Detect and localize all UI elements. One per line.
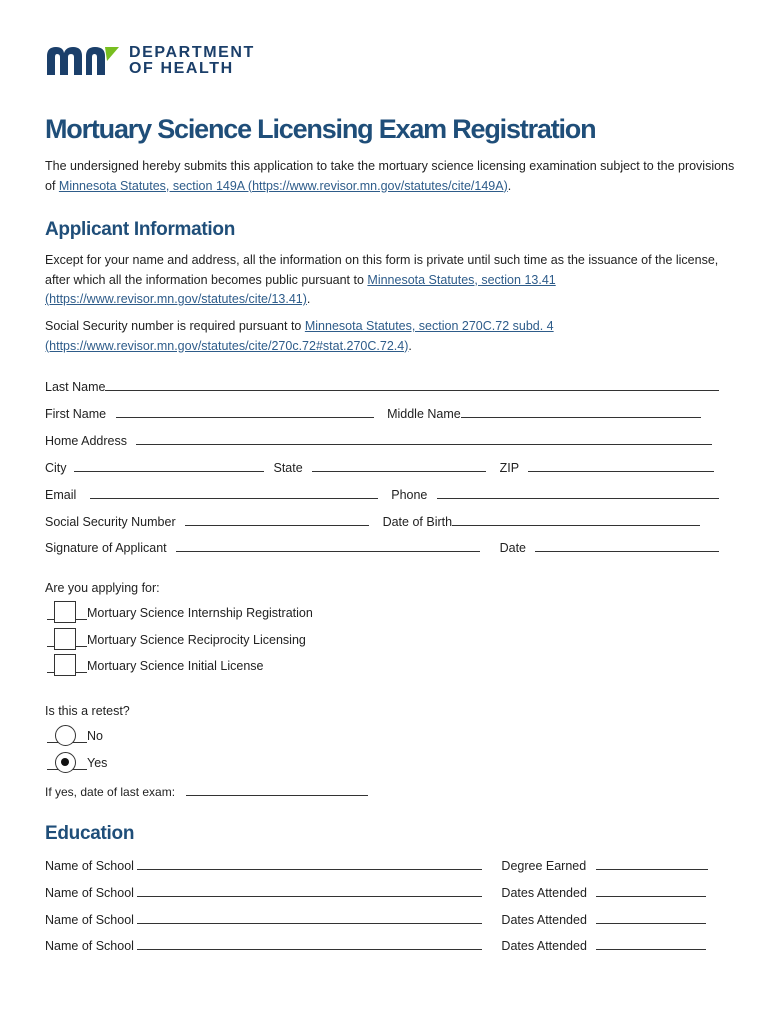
applying-for-question: Are you applying for: — [45, 581, 160, 595]
internship-label: Mortuary Science Internship Registration — [87, 606, 313, 620]
ssn-end: . — [408, 338, 412, 353]
zip-label: ZIP — [499, 461, 519, 475]
education-heading: Education — [45, 823, 135, 844]
school-name-field[interactable] — [137, 911, 482, 924]
signature-label: Signature of Applicant — [45, 541, 167, 555]
middle-name-label: Middle Name — [387, 407, 461, 421]
city-label: City — [45, 461, 67, 475]
page-title: Mortuary Science Licensing Exam Registration — [45, 114, 596, 144]
education-row — [45, 857, 708, 873]
retest-option-no — [45, 727, 103, 743]
last-exam-label: If yes, date of last exam: — [45, 785, 176, 799]
last-exam-row — [45, 783, 368, 799]
dates-attended-field[interactable] — [596, 884, 706, 897]
education-row — [45, 937, 706, 953]
mn-logo-mark-icon — [45, 44, 121, 77]
home-address-label: Home Address — [45, 434, 127, 448]
reciprocity-checkbox[interactable] — [45, 631, 87, 647]
signature-row — [45, 539, 719, 555]
retest-no-radio[interactable] — [45, 727, 87, 743]
ssn-paragraph — [45, 317, 735, 356]
logo-line-1: DEPARTMENT — [129, 43, 255, 61]
dates-attended-label: Dates Attended — [501, 913, 587, 927]
last-exam-date-field[interactable] — [186, 783, 368, 796]
initial-license-label: Mortuary Science Initial License — [87, 659, 264, 673]
state-label: State — [273, 461, 303, 475]
email-field[interactable] — [90, 486, 378, 499]
retest-option-yes — [45, 754, 107, 770]
school-name-field[interactable] — [137, 937, 482, 950]
retest-question: Is this a retest? — [45, 704, 130, 718]
option-initial-license — [45, 657, 263, 673]
state-field[interactable] — [312, 459, 486, 472]
statute-13-41-link[interactable]: Minnesota Statutes, section 13.41 (https://www.revisor.mn.gov/statutes/cite/13.41) — [45, 272, 556, 306]
logo-wordmark — [129, 45, 255, 77]
signature-field[interactable] — [176, 539, 480, 552]
dob-field[interactable] — [452, 513, 700, 526]
dates-attended-field[interactable] — [596, 911, 706, 924]
school-name-label: Name of School — [45, 939, 134, 953]
first-name-label: First Name — [45, 407, 107, 421]
school-name-label: Name of School — [45, 913, 134, 927]
ssn-field[interactable] — [185, 513, 369, 526]
degree-earned-field[interactable] — [596, 857, 708, 870]
last-name-row — [45, 378, 719, 394]
intro-paragraph — [45, 157, 735, 196]
dates-attended-label: Dates Attended — [501, 886, 587, 900]
phone-label: Phone — [391, 488, 428, 502]
privacy-end: . — [306, 292, 311, 306]
applicant-info-heading: Applicant Information — [45, 219, 236, 240]
internship-checkbox[interactable] — [45, 604, 87, 620]
city-state-zip-row — [45, 459, 714, 475]
intro-end: . — [507, 178, 512, 193]
degree-earned-label: Degree Earned — [501, 859, 587, 873]
logo-line-2: OF HEALTH — [129, 59, 234, 77]
middle-name-field[interactable] — [461, 405, 701, 418]
email-label: Email — [45, 488, 77, 502]
privacy-paragraph — [45, 251, 735, 310]
city-field[interactable] — [74, 459, 264, 472]
school-name-label: Name of School — [45, 859, 134, 873]
ssn-text: Social Security number is required pursuant to — [45, 319, 305, 333]
school-name-field[interactable] — [137, 884, 482, 897]
education-row — [45, 884, 706, 900]
zip-field[interactable] — [528, 459, 714, 472]
retest-no-label: No — [87, 729, 103, 743]
radio-selected-dot-icon — [61, 758, 69, 766]
dates-attended-field[interactable] — [596, 937, 706, 950]
school-name-field[interactable] — [137, 857, 482, 870]
phone-field[interactable] — [437, 486, 719, 499]
dob-label: Date of Birth — [382, 515, 453, 529]
home-address-field[interactable] — [136, 432, 712, 445]
dates-attended-label: Dates Attended — [501, 939, 587, 953]
education-row — [45, 911, 706, 927]
ssn-label: Social Security Number — [45, 515, 176, 529]
statute-149a-link[interactable]: Minnesota Statutes, section 149A (https://www.revisor.mn.gov/statutes/cite/149A) — [58, 178, 508, 193]
retest-yes-radio[interactable] — [45, 754, 87, 770]
intro-text: The undersigned hereby submits this application to take the mortuary science licensing examination subject to the provisions of — [45, 159, 735, 193]
privacy-text: Except for your name and address, all the information on this form is private until such time as the issuance of the license, after which all the information becomes public pursuant to — [45, 253, 719, 287]
school-name-label: Name of School — [45, 886, 134, 900]
first-middle-row — [45, 405, 701, 421]
ssn-dob-row — [45, 513, 700, 529]
date-label: Date — [499, 541, 526, 555]
last-name-label: Last Name — [45, 380, 106, 394]
mdh-logo — [45, 44, 255, 77]
statute-270c-link[interactable]: Minnesota Statutes, section 270C.72 subd. 4 (https://www.revisor.mn.gov/statutes/cite/270c.72#stat.270C.72.4) — [45, 319, 554, 353]
email-phone-row — [45, 486, 719, 502]
initial-license-checkbox[interactable] — [45, 657, 87, 673]
signature-date-field[interactable] — [535, 539, 719, 552]
first-name-field[interactable] — [116, 405, 374, 418]
reciprocity-label: Mortuary Science Reciprocity Licensing — [87, 633, 306, 647]
retest-yes-label: Yes — [87, 756, 108, 770]
home-address-row — [45, 432, 712, 448]
option-internship — [45, 604, 313, 620]
last-name-field[interactable] — [105, 378, 719, 391]
option-reciprocity — [45, 631, 306, 647]
